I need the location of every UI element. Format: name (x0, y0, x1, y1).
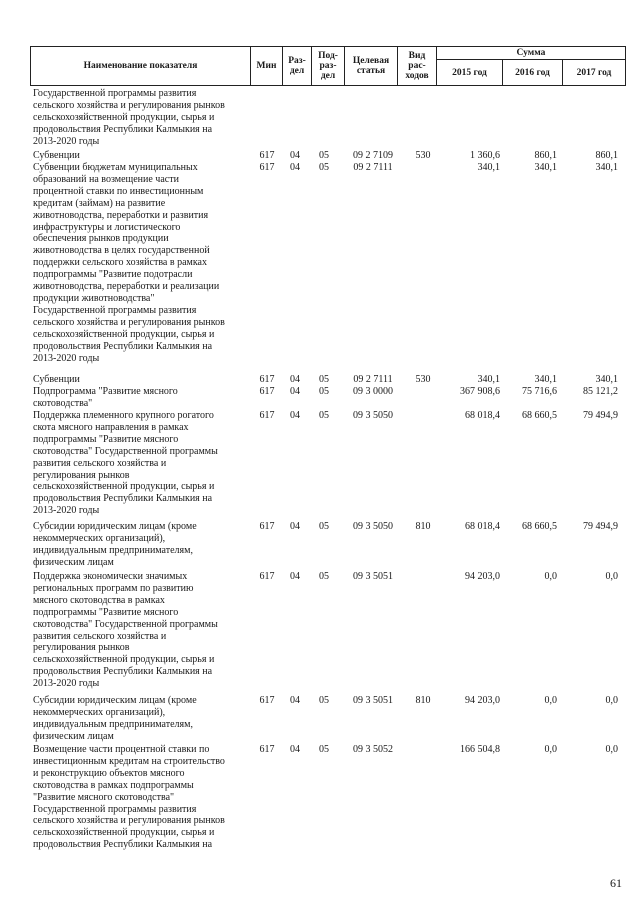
col-header-2016: 2016 год (515, 67, 550, 78)
table-header (30, 46, 626, 86)
row-name: Субвенции бюджетам муниципальных образований на возмещение части процентной ставки по инвестиционным кредитам (займам) на развитие животноводства, переработки и развития инфраструктуры и логистического обеспечения рынков продукции животноводства в целях государственной поддержки сельского хозяйства в рамках подпрограммы "Развитие подотрасли животноводства, переработки и реализации продукции животноводства" Государственной программы развития сельского хозяйства и регулирования рынков сельскохозяйственной продукции, сырья и продовольствия Республики Калмыкия на 2013-2020 годы (33, 162, 225, 364)
row-sum-2016: 68 660,5 (522, 410, 557, 421)
row-razdel: 04 (290, 521, 300, 532)
row-min: 617 (259, 744, 275, 755)
row-vid: 810 (415, 695, 431, 706)
col-header-vid: Вид рас- ходов (405, 51, 429, 81)
page-number: 61 (610, 876, 622, 890)
row-name: Возмещение части процентной ставки по инвестиционным кредитам на строительство и реконструкцию объектов мясного скотоводства в рамках подпрограммы "Развитие мясного скотоводства" Государственной программы развития сельского хозяйства и регулирования рынков сельскохозяйственной продукции, сырья и продовольствия Республики Калмыкия на (33, 744, 225, 851)
row-sum-2015: 68 018,4 (465, 521, 500, 532)
row-sum-2016: 0,0 (544, 571, 557, 582)
row-sum-2016: 0,0 (544, 695, 557, 706)
col-header-podrazdel: Под- раз- дел (318, 51, 338, 81)
col-header-name: Наименование показателя (83, 61, 198, 71)
col-header-razdel: Раз- дел (288, 56, 306, 76)
row-podrazdel: 05 (319, 374, 329, 385)
row-sum-2015: 367 908,6 (460, 386, 500, 397)
row-razdel: 04 (290, 150, 300, 161)
row-sum-2017: 85 121,2 (583, 386, 618, 397)
row-sum-2015: 340,1 (477, 162, 500, 173)
row-vid: 810 (415, 521, 431, 532)
row-razdel: 04 (290, 571, 300, 582)
row-podrazdel: 05 (319, 150, 329, 161)
row-name: Поддержка экономически значимых региональных программ по развитию мясного скотоводства в рамках подпрограммы "Развитие мясного скотоводства" Государственной программы развития сельского хозяйства и регулирования рынков сельскохозяйственной продукции, сырья и продовольствия Республики Калмыкия на 2013-2020 годы (33, 571, 218, 690)
row-podrazdel: 05 (319, 571, 329, 582)
row-statya: 09 3 5051 (353, 695, 393, 706)
row-sum-2017: 79 494,9 (583, 410, 618, 421)
row-min: 617 (259, 410, 275, 421)
row-sum-2017: 340,1 (595, 162, 618, 173)
row-min: 617 (259, 374, 275, 385)
row-min: 617 (259, 521, 275, 532)
row-podrazdel: 05 (319, 162, 329, 173)
row-sum-2015: 340,1 (477, 374, 500, 385)
row-statya: 09 3 5050 (353, 521, 393, 532)
row-sum-2016: 0,0 (544, 744, 557, 755)
row-sum-2017: 0,0 (605, 571, 618, 582)
row-statya: 09 2 7111 (353, 374, 393, 385)
row-statya: 09 3 5050 (353, 410, 393, 421)
row-name: Поддержка племенного крупного рогатого скота мясного направления в рамках подпрограммы "Развитие мясного скотоводства" Государственной программы развития сельского хозяйства и регулирования рынков сельскохозяйственной продукции, сырья и продовольствия Республики Калмыкия на 2013-2020 годы (33, 410, 218, 517)
row-razdel: 04 (290, 386, 300, 397)
row-razdel: 04 (290, 410, 300, 421)
row-podrazdel: 05 (319, 695, 329, 706)
row-sum-2016: 860,1 (534, 150, 557, 161)
row-name: Субвенции (33, 374, 80, 385)
row-min: 617 (259, 150, 275, 161)
row-sum-2017: 340,1 (595, 374, 618, 385)
row-podrazdel: 05 (319, 386, 329, 397)
row-sum-2017: 0,0 (605, 744, 618, 755)
row-sum-2015: 94 203,0 (465, 695, 500, 706)
row-min: 617 (259, 695, 275, 706)
row-sum-2015: 1 360,6 (470, 150, 500, 161)
row-statya: 09 2 7111 (353, 162, 393, 173)
row-sum-2016: 340,1 (534, 162, 557, 173)
row-podrazdel: 05 (319, 521, 329, 532)
row-razdel: 04 (290, 374, 300, 385)
row-vid: 530 (415, 374, 431, 385)
row-sum-2015: 68 018,4 (465, 410, 500, 421)
row-statya: 09 3 5052 (353, 744, 393, 755)
row-name: Субсидии юридическим лицам (кроме некоммерческих организаций), индивидуальным предпринимателям, физическим лицам (33, 695, 197, 742)
row-sum-2017: 0,0 (605, 695, 618, 706)
row-min: 617 (259, 386, 275, 397)
col-header-summa: Сумма (516, 48, 546, 58)
col-header-min: Мин (256, 61, 277, 71)
row-razdel: 04 (290, 744, 300, 755)
row-razdel: 04 (290, 695, 300, 706)
row-name: Субсидии юридическим лицам (кроме некоммерческих организаций), индивидуальным предпринимателям, физическим лицам (33, 521, 197, 568)
row-name: Подпрограмма "Развитие мясного скотоводства" (33, 386, 178, 409)
row-name: Государственной программы развития сельского хозяйства и регулирования рынков сельскохозяйственной продукции, сырья и продовольствия Республики Калмыкия на 2013-2020 годы (33, 88, 225, 147)
row-sum-2017: 860,1 (595, 150, 618, 161)
row-sum-2016: 68 660,5 (522, 521, 557, 532)
row-vid: 530 (415, 150, 431, 161)
row-statya: 09 3 0000 (353, 386, 393, 397)
row-statya: 09 3 5051 (353, 571, 393, 582)
row-sum-2016: 75 716,6 (522, 386, 557, 397)
row-sum-2015: 94 203,0 (465, 571, 500, 582)
row-min: 617 (259, 571, 275, 582)
row-podrazdel: 05 (319, 744, 329, 755)
col-header-2015: 2015 год (452, 67, 487, 78)
row-podrazdel: 05 (319, 410, 329, 421)
col-header-statya: Целевая статья (352, 56, 390, 76)
col-header-2017: 2017 год (576, 67, 612, 78)
row-sum-2015: 166 504,8 (460, 744, 500, 755)
row-sum-2016: 340,1 (534, 374, 557, 385)
row-name: Субвенции (33, 150, 80, 161)
row-statya: 09 2 7109 (353, 150, 393, 161)
row-razdel: 04 (290, 162, 300, 173)
row-sum-2017: 79 494,9 (583, 521, 618, 532)
row-min: 617 (259, 162, 275, 173)
